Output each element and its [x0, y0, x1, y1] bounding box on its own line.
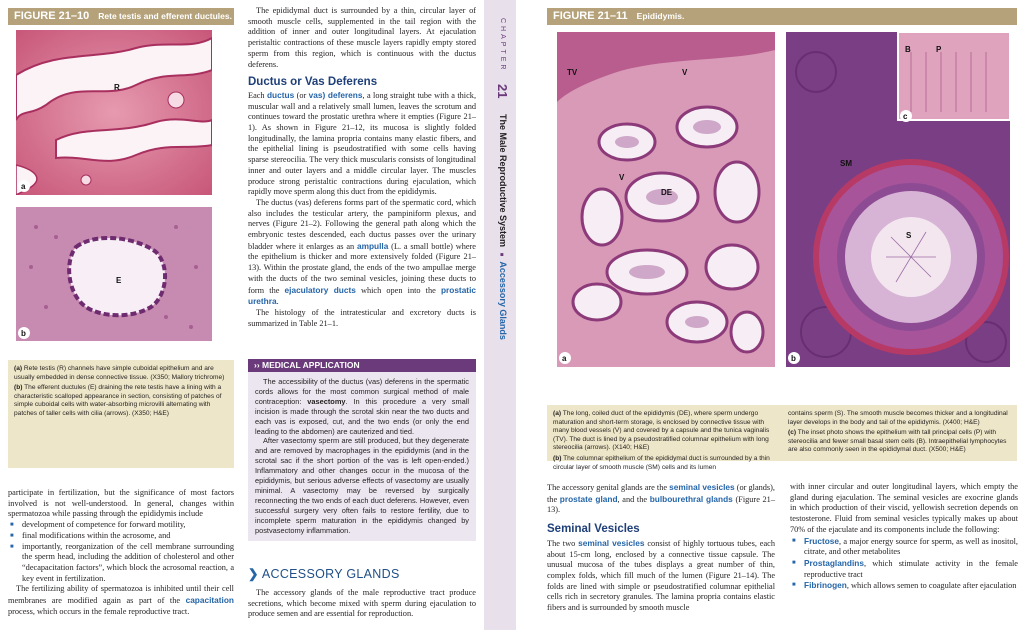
caption-b-text: The columnar epithelium of the epididymal duct is surrounded by a thin circular layer of smooth muscle (SM) cells and its lumen — [553, 454, 770, 471]
figure-number: FIGURE 21–10 — [14, 10, 90, 22]
figure-title: Epididymis. — [636, 11, 685, 21]
figure-21-11-caption — [547, 405, 1017, 471]
running-head-bullet: ■ — [498, 252, 504, 257]
seminal-fluid-paragraph: with inner circular and outer longitudinal layers, which empty the gland during ejaculation. The seminal vesicles are exocrine glands in which production of their viscid, yellowish secretion depends on testosterone. Fluid from seminal vesicles typically makes up about 70% of the ejaculate and its components include the following: — [790, 482, 1018, 534]
svg-text:DE: DE — [661, 188, 673, 197]
keyword-vas-deferens: vas) deferens — [308, 89, 363, 100]
svg-text:P: P — [936, 45, 942, 54]
figure-21-10-caption — [8, 360, 234, 468]
svg-text:R: R — [114, 83, 120, 92]
keyword-ampulla: ampulla — [356, 240, 389, 251]
keyword-seminal-vesicles: seminal vesicles — [669, 482, 735, 492]
caption-a-label: (a) — [553, 410, 562, 417]
svg-text:a: a — [562, 354, 567, 363]
caption-b-label: (b) — [14, 384, 23, 392]
text-span: . In this procedure a very small incision is made through the scrotal skin near the two ducts and each vas is exposed, cut, and the two ends (or only the end leading to the abdomen) are cauterized and tied. — [255, 396, 469, 436]
svg-text:b: b — [791, 354, 796, 363]
seminal-vesicles-heading: Seminal Vesicles — [547, 523, 640, 536]
caption-a-text: Rete testis (R) channels have simple cuboidal epithelium and are usually embedded in dense connective tissue. (X350; Mallory trichrome) — [14, 365, 225, 381]
text-span: The accessory genital glands are the — [547, 483, 670, 492]
keyword-fructose: Fructose — [804, 535, 840, 546]
text-span: The ductus (vas) deferens forms part of the spermatic cord, which also includes the testicular artery, the pampiniform plexus, and nerves (Figure 21–2). Following the general path along which the embryonic testes descended, each ductus passes over the urinary bladder where it enlarges as an — [248, 197, 476, 251]
medical-application-header: ›› MEDICAL APPLICATION — [248, 359, 476, 372]
svg-text:S: S — [906, 231, 912, 240]
figure-title: Rete testis and efferent ductules. — [98, 11, 232, 21]
running-head-chapter: The Male Reproductive System — [498, 114, 508, 248]
caption-c-label: (c) — [788, 429, 797, 437]
accessory-glands-list-paragraph — [547, 482, 775, 516]
left-bullet-list — [8, 520, 234, 584]
keyword-ductus: ductus — [266, 89, 295, 100]
list-item — [790, 536, 1018, 558]
caption-c-text: The inset photo shows the epithelium with tall principal cells (P) with stereocilia and fewer small basal stem cells (B). Intraepithelial lymphocytes are also commonly seen in the epididymal duct. (X500; H&E) — [788, 429, 1007, 454]
accessory-glands-intro — [248, 588, 476, 620]
caption-column-left — [553, 410, 776, 471]
section-title: ACCESSORY GLANDS — [261, 567, 400, 581]
svg-text:V: V — [682, 68, 688, 77]
svg-text:b: b — [21, 329, 26, 338]
text-span: The fertilizing ability of spermatozoa is inhibited until their cell membranes are modified again as part of the — [8, 584, 234, 606]
figure-21-10b-micrograph — [16, 207, 212, 341]
keyword-fibrinogen: Fibrinogen — [804, 580, 847, 591]
text-span: The two — [547, 538, 579, 548]
chapter-word: CHAPTER — [499, 18, 506, 73]
svg-text:SM: SM — [840, 159, 852, 168]
keyword-capacitation: capacitation — [185, 595, 234, 606]
caption-a-label: (a) — [14, 365, 23, 372]
keyword-prostatic-urethra: prostatic urethra — [248, 284, 476, 307]
medical-application-box — [248, 359, 476, 541]
figure-number: FIGURE 21–11 — [553, 10, 628, 22]
svg-text:B: B — [905, 45, 911, 54]
text-span: (or glands), the — [547, 483, 775, 504]
medical-application-body — [248, 372, 476, 541]
medical-application-title: MEDICAL APPLICATION — [262, 360, 360, 370]
caption-b-continued: contains sperm (S). The smooth muscle becomes thicker and a longitudinal layer develops in the body and tail of the epididymis. (X400; H&E) — [788, 410, 1008, 426]
text-span: process, which occurs in the female reproductive tract. — [8, 606, 190, 616]
right-right-column-text — [790, 482, 1018, 592]
keyword-ejaculatory-ducts: ejaculatory ducts — [284, 284, 356, 295]
right-left-column-text — [547, 482, 775, 614]
ductus-paragraph-3: The histology of the intratesticular and excretory ducts is summarized in Table 21–1. — [248, 307, 476, 328]
left-intro-paragraph: participate in fertilization, but the significance of most factors involved is not well-understood. In general, changes within spermatozoa while passing through the epididymis include — [8, 488, 234, 519]
ductus-deferens-heading: Ductus or Vas Deferens — [248, 76, 378, 89]
ductus-paragraph-2 — [248, 198, 476, 308]
caption-a-text: The long, coiled duct of the epididymis (DE), where sperm undergo maturation and short-term storage, is enclosed by connective tissue with many blood vessels (V) and covered by a capsule and the tunica vaginalis (TV). The duct is lined by a pseudostratified columnar epithelium with long stereocilia (arrows). (X140; H&E) — [553, 410, 770, 452]
list-item: ■ importantly, reorganization of the cell membrane surrounding the sperm head, including the addition of cholesterol and other “decapacitation factors”, which block the acrosomal reaction, a key event in fertilization. — [8, 542, 234, 585]
text-span: consist of highly tortuous tubes, each about 15-cm long, enclosed by a connective tissue capsule. The unusual mucosa of the tubes displays a great number of thin, complex folds, which fill much of the lumen (Figure 21–14). The folds are lined with simple or pseudostratified columnar epithelial cells rich in secretory granules. The lamina propria contains elastic fibers and is surrounded by smooth muscle — [547, 538, 775, 613]
medical-paragraph-2: After vasectomy sperm are still produced, but they degenerate and are removed by macrophages in the epididymis (and in the scrotal sac if the short portion of the vas is left open-ended.) Inflammatory and other changes occur in the mucosa of the epididymis, but serious adverse effects of vasectomy are usually minimal. A vasectomy may be reversed by surgically reconnecting the two ends of each duct deferens. However, even successful surgery very often fails to restore fertility, due to incomplete sperm maturation in the epididymis changed by postvasectomy inflammation. — [255, 436, 469, 535]
running-head — [498, 114, 508, 340]
left-capacitation-paragraph — [8, 584, 234, 617]
text-span: (or — [294, 90, 309, 100]
list-item: ■ final modifications within the acrosome, and — [8, 531, 234, 542]
chevron-right-icon: ❯ — [248, 567, 259, 581]
middle-column-text — [248, 6, 476, 329]
list-item — [790, 558, 1018, 580]
text-span: , which allows semen to coagulate after ejaculation — [846, 581, 1017, 591]
text-span: , a long straight tube with a thick, muscular wall and a relatively small lumen, leaves the scrotum and continues toward the prostatic urethra where it empties (Figure 21–1). As shown in Figure 21–12, its mucosa is slightly folded longitudinally, the lamina propria contains many elastic fibers, and the epithelial lining is pseudostratified with some cells having sparse stereocilia. The very thick muscularis consists of longitudinal inner and outer layers and a middle circular layer. The muscles produce strong peristaltic contractions during ejaculation, which rapidly move sperm along this duct from the epididymis. — [248, 90, 477, 197]
figure-21-11a-micrograph — [557, 32, 775, 367]
keyword-prostate-gland: prostate gland — [559, 493, 618, 504]
svg-text:E: E — [116, 276, 122, 285]
text-span: , and the — [617, 494, 650, 504]
text-span: (L. a small bottle) where the epithelium is thicker and more extensively folded (Figure 21–13). Within the prostate gland, the ends of the two ampullae merge with the ducts of the two seminal vesicles, joining these ducts to form the — [248, 241, 476, 295]
chapter-number: 21 — [495, 84, 510, 99]
seminal-fluid-components-list — [790, 536, 1018, 593]
caption-b-text: The efferent ductules (E) draining the rete testis have a lining with a characteristic scalloped appearance in section, consisting of patches of simple cuboidal cells with water-absorbing microvilli alternating with patches of taller cells with cilia (arrows). (X350; H&E) — [14, 384, 222, 417]
figure-21-11b-micrograph — [786, 32, 1010, 367]
svg-text:V: V — [619, 173, 625, 182]
list-item: ■ development of competence for forward motility, — [8, 520, 234, 531]
running-head-section: Accessory Glands — [498, 261, 508, 340]
keyword-prostaglandins: Prostaglandins — [804, 557, 864, 568]
caption-column-right — [788, 410, 1011, 456]
medical-paragraph-1 — [255, 377, 469, 436]
text-span: which open into the — [355, 285, 441, 295]
accessory-glands-paragraph: The accessory glands of the male reproductive tract produce secretions, which become mixed with sperm during ejaculation to produce semen and are essential for reproduction. — [248, 588, 476, 619]
accessory-glands-heading — [248, 566, 476, 581]
figure-21-10-header — [8, 8, 234, 25]
caption-b-label: (b) — [553, 454, 562, 462]
text-span: Each — [248, 90, 267, 100]
text-span: The accessibility of the ductus (vas) deferens in the spermatic cords allows for the most common surgical method of male contraception: — [255, 377, 469, 406]
keyword-bulbourethral-glands: bulbourethral glands — [649, 493, 733, 504]
keyword-seminal-vesicles: seminal vesicles — [578, 537, 645, 548]
text-span: (Figure 21–13). — [547, 494, 775, 515]
seminal-vesicles-paragraph — [547, 538, 775, 614]
left-column-text — [8, 488, 234, 617]
svg-text:TV: TV — [567, 68, 578, 77]
text-span: , a major energy source for sperm, as well as inositol, citrate, and other metabolites — [804, 536, 1018, 557]
text-span: , which stimulate activity in the female reproductive tract — [804, 558, 1018, 579]
keyword-vasectomy: vasectomy — [307, 396, 346, 406]
svg-text:a: a — [21, 182, 26, 191]
ductus-paragraph-1 — [248, 90, 476, 198]
epididymal-duct-paragraph: The epididymal duct is surrounded by a thin, circular layer of smooth muscle cells, supplemented in the tail region with the addition of inner and outer longitudinal layers. At ejaculation peristaltic contractions of these muscle layers rapidly empty stored sperm from this region, which is continuous with the ductus deferens. — [248, 6, 476, 69]
text-span: . — [276, 297, 279, 307]
list-item — [790, 580, 1018, 592]
svg-text:c: c — [903, 112, 908, 121]
figure-21-11-header — [547, 8, 1017, 25]
figure-21-10a-micrograph — [16, 30, 212, 195]
